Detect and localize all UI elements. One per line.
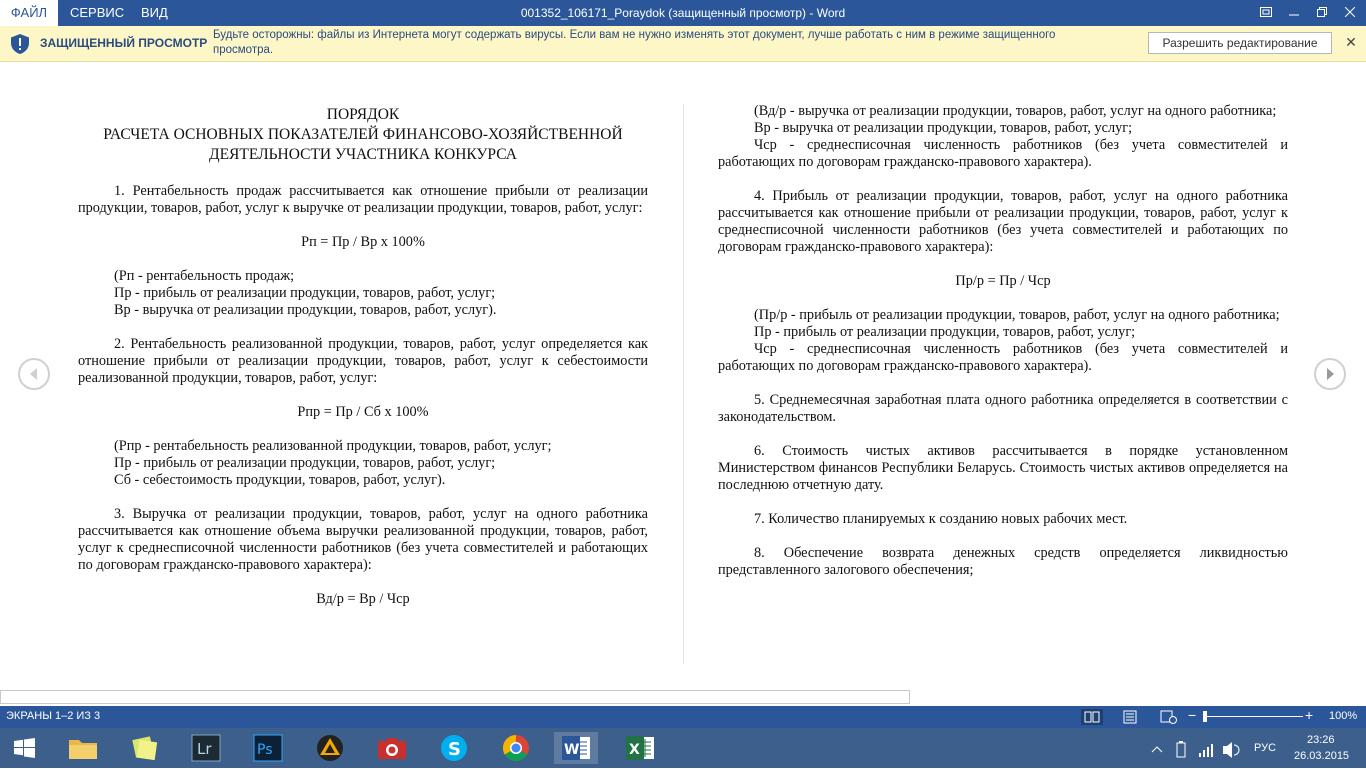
minimize-icon[interactable] bbox=[1280, 0, 1308, 26]
clock-date[interactable]: 26.03.2015 bbox=[1294, 750, 1350, 762]
formula-2: Рпр = Пр / Сб х 100% bbox=[297, 404, 429, 420]
definition-3a: (Вд/р - выручка от реализации продукции, товаров, работ, услуг на одного работника; bbox=[754, 103, 1277, 119]
definition-3b: Вр - выручка от реализации продукции, товаров, работ, услуг; bbox=[754, 120, 1133, 136]
title-bar bbox=[0, 0, 1366, 26]
paragraph-7: 7. Количество планируемых к созданию новых рабочих мест. bbox=[754, 511, 1128, 527]
network-signal-icon[interactable] bbox=[1196, 732, 1216, 764]
paragraph-2: 2. Рентабельность реализованной продукции, товаров, работ, услуг определяется как отношение прибыли от реализации продукции, товаров, работ, услуг к себестоимости реализованной продукции, товаров, работ, услуг: bbox=[78, 336, 648, 386]
definition-4c: Чср - среднесписочная численность работников (без учета совместителей и работающих по договорам гражданско-правового характера). bbox=[718, 341, 1288, 374]
zoom-slider[interactable] bbox=[1203, 716, 1303, 717]
svg-text:X: X bbox=[629, 742, 640, 758]
heading-line-2: РАСЧЕТА ОСНОВНЫХ ПОКАЗАТЕЛЕЙ ФИНАНСОВО-ХОЗЯЙСТВЕННОЙ bbox=[103, 126, 623, 143]
photoshop-icon[interactable] bbox=[246, 732, 290, 764]
horizontal-scrollbar[interactable] bbox=[0, 690, 910, 704]
skype-icon[interactable] bbox=[432, 732, 476, 764]
menu-service[interactable]: СЕРВИС bbox=[70, 5, 125, 20]
enable-editing-button[interactable]: Разрешить редактирование bbox=[1148, 32, 1332, 54]
definition-2c: Сб - себестоимость продукции, товаров, работ, услуг). bbox=[114, 472, 446, 488]
heading-line-1: ПОРЯДОК bbox=[326, 106, 400, 123]
protected-view-message: Будьте осторожны: файлы из Интернета могут содержать вирусы. Если вам не нужно изменять этот документ, лучше работать с ним в режиме защищенного просмотра. bbox=[213, 29, 1056, 56]
right-page-column bbox=[718, 103, 1288, 579]
status-bar bbox=[0, 706, 1366, 728]
protected-view-bar bbox=[0, 26, 1366, 62]
battery-icon[interactable] bbox=[1172, 732, 1190, 764]
svg-text:S: S bbox=[448, 739, 461, 760]
shield-icon bbox=[11, 34, 29, 54]
definition-4b: Пр - прибыль от реализации продукции, товаров, работ, услуг; bbox=[754, 324, 1136, 340]
close-window-icon[interactable] bbox=[1336, 0, 1364, 26]
definition-1a: (Рп - рентабельность продаж; bbox=[114, 268, 295, 284]
definition-1c: Вр - выручка от реализации продукции, товаров, работ, услуг). bbox=[114, 302, 497, 318]
web-layout-button[interactable] bbox=[1157, 709, 1179, 725]
volume-icon[interactable] bbox=[1220, 732, 1240, 764]
windows-start-icon[interactable] bbox=[2, 732, 46, 764]
chevron-left-icon bbox=[29, 368, 39, 380]
restore-icon[interactable] bbox=[1308, 0, 1336, 26]
tray-expand-icon[interactable] bbox=[1148, 732, 1166, 764]
paragraph-8: 8. Обеспечение возврата денежных средств определяется ликвидностью представленного залогового обеспечения; bbox=[718, 545, 1288, 578]
menu-view[interactable]: ВИД bbox=[141, 5, 168, 20]
book-icon bbox=[1081, 709, 1103, 725]
file-explorer-icon[interactable] bbox=[61, 732, 105, 764]
chrome-icon[interactable] bbox=[494, 732, 538, 764]
paragraph-3: 3. Выручка от реализации продукции, товаров, работ, услуг на одного работника рассчитывается как отношение объема выручки реализованной продукции, товаров, работ, услуг к среднесписочной численности работников (без учета совместителей и работающих по договорам гражданско-правового характера): bbox=[78, 506, 648, 573]
page-divider bbox=[683, 104, 684, 664]
excel-taskbar-icon[interactable] bbox=[618, 732, 662, 764]
next-screen-button[interactable] bbox=[1314, 358, 1346, 390]
window-title: 001352_106171_Poraydok (защищенный просмотр) - Word bbox=[520, 6, 846, 20]
formula-1: Рп = Пр / Вр х 100% bbox=[301, 234, 425, 250]
definition-3c: Чср - среднесписочная численность работников (без учета совместителей и работающих по договорам гражданско-правового характера). bbox=[718, 137, 1288, 170]
definition-4a: (Пр/р - прибыль от реализации продукции, товаров, работ, услуг на одного работника; bbox=[754, 307, 1280, 323]
fullscreen-icon[interactable] bbox=[1252, 0, 1280, 26]
zoom-in-icon[interactable]: + bbox=[1305, 707, 1314, 723]
paragraph-4: 4. Прибыль от реализации продукции, товаров, работ, услуг на одного работника рассчитывается как отношение прибыли от реализации продукции, товаров, работ, услуг к среднесписочной численности работников (без учета совместителей и работающих по договорам гражданско-правового характера): bbox=[718, 188, 1288, 255]
zoom-out-icon[interactable]: − bbox=[1188, 707, 1197, 723]
page-icon bbox=[1119, 709, 1141, 725]
chevron-right-icon bbox=[1325, 368, 1335, 380]
read-mode-button[interactable] bbox=[1081, 709, 1103, 725]
daemon-tools-icon[interactable] bbox=[308, 732, 352, 764]
lightroom-icon[interactable] bbox=[184, 732, 228, 764]
definition-2a: (Рпр - рентабельность реализованной продукции, товаров, работ, услуг; bbox=[114, 438, 552, 454]
svg-text:Ps: Ps bbox=[257, 742, 273, 758]
zoom-slider-thumb[interactable] bbox=[1203, 711, 1207, 722]
formula-4: Пр/р = Пр / Чср bbox=[955, 273, 1051, 289]
camera-app-icon[interactable] bbox=[370, 732, 414, 764]
input-language[interactable]: РУС bbox=[1254, 742, 1277, 754]
sticky-notes-icon[interactable] bbox=[122, 732, 166, 764]
menu-file[interactable]: ФАЙЛ bbox=[0, 0, 58, 26]
paragraph-5: 5. Среднемесячная заработная плата одного работника определяется в соответствии с законодательством. bbox=[718, 392, 1288, 425]
svg-text:W: W bbox=[564, 742, 580, 758]
print-layout-button[interactable] bbox=[1119, 709, 1141, 725]
word-taskbar-icon[interactable] bbox=[554, 732, 598, 764]
previous-screen-button[interactable] bbox=[18, 358, 50, 390]
document-area bbox=[0, 62, 1366, 690]
screens-indicator: ЭКРАНЫ 1–2 ИЗ 3 bbox=[6, 710, 101, 722]
web-icon bbox=[1157, 709, 1179, 725]
protected-view-title: ЗАЩИЩЕННЫЙ ПРОСМОТР bbox=[40, 36, 208, 50]
heading-line-3: ДЕЯТЕЛЬНОСТИ УЧАСТНИКА КОНКУРСА bbox=[209, 146, 517, 163]
formula-3: Вд/р = Вр / Чср bbox=[316, 591, 410, 607]
left-page-column bbox=[78, 105, 648, 608]
clock-time[interactable]: 23:26 bbox=[1307, 734, 1335, 746]
paragraph-1: 1. Рентабельность продаж рассчитывается как отношение прибыли от реализации продукции, товаров, работ, услуг к выручке от реализации продукции, товаров, работ, услуг: bbox=[78, 183, 648, 216]
zoom-level[interactable]: 100% bbox=[1329, 710, 1358, 722]
close-icon[interactable]: ✕ bbox=[1345, 34, 1357, 50]
paragraph-6: 6. Стоимость чистых активов рассчитывается в порядке установленном Министерством финансов Республики Беларусь. Стоимость чистых активов определяется на последнюю отчетную дату. bbox=[718, 443, 1288, 493]
definition-1b: Пр - прибыль от реализации продукции, товаров, работ, услуг; bbox=[114, 285, 496, 301]
svg-text:Lr: Lr bbox=[197, 740, 212, 758]
definition-2b: Пр - прибыль от реализации продукции, товаров, работ, услуг; bbox=[114, 455, 496, 471]
windows-taskbar bbox=[0, 728, 1366, 768]
